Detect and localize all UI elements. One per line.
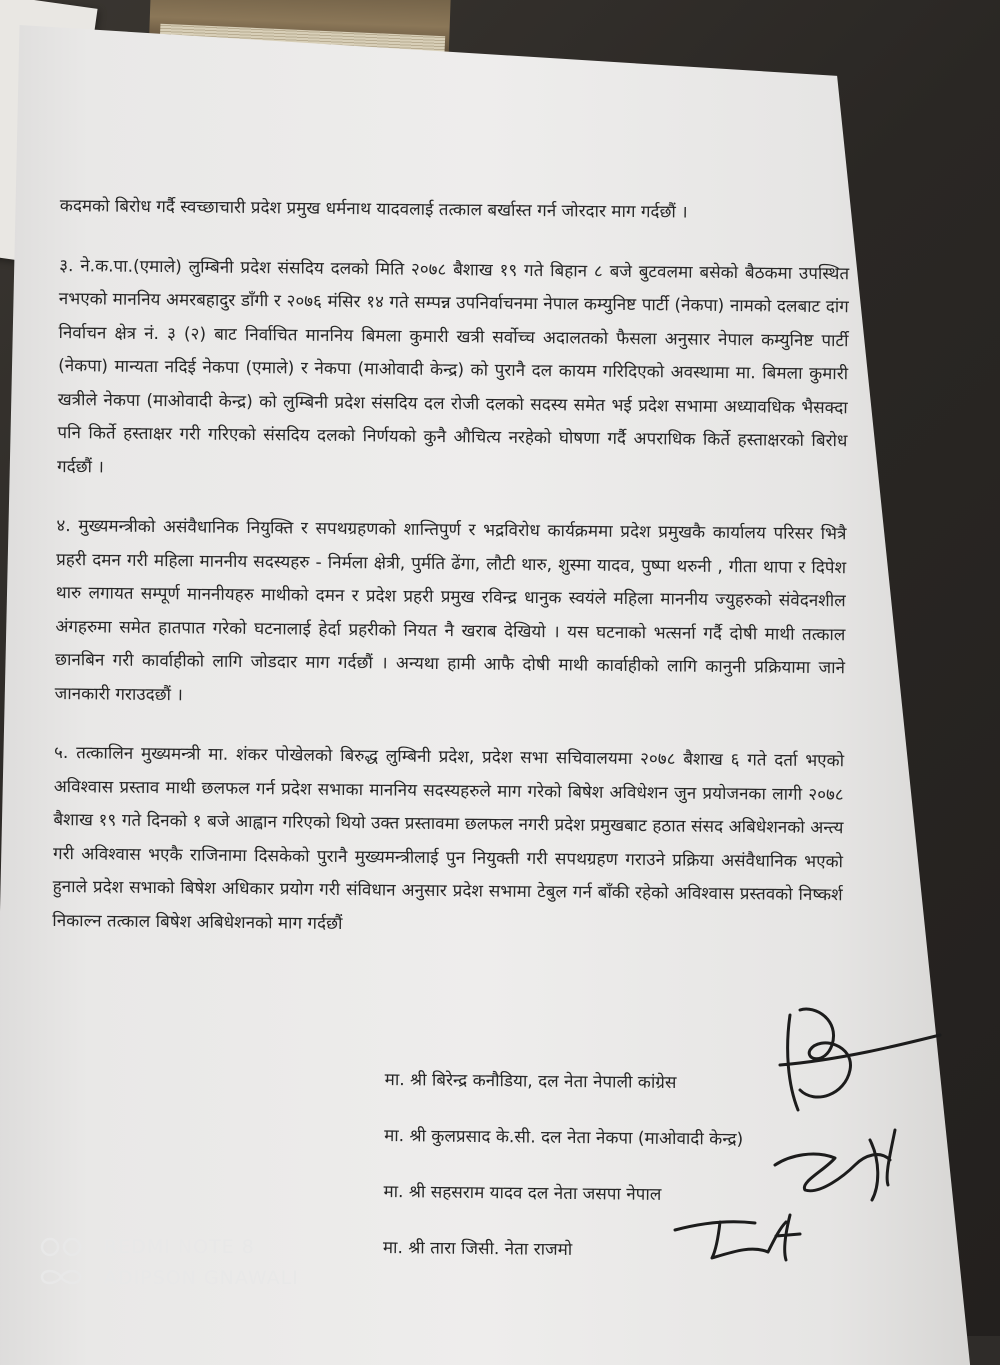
handwritten-signatures (640, 990, 980, 1290)
signature-1 (780, 1009, 940, 1110)
signature-3 (675, 1215, 800, 1260)
signature-2 (775, 1130, 895, 1200)
signatory-line: मा. श्री बिरेन्द्र कनौडिया, दल नेता नेपाली कांग्रेस (384, 1069, 677, 1094)
paragraph-4: ४. मुख्यमन्त्रीको असंवैधानिक नियुक्ति र सपथग्रहणको शान्तिपुर्ण र भद्रविरोध कार्यक्रममा प्रदेश प्रमुखकै कार्यालय परिसर भित्रै प्रहरी दमन गरी महिला माननीय सदस्यहरु - निर्मला क्षेत्री, पुर्मति ढेंगा, लौटी थारु, शुस्मा यादव, पुष्पा थरुनी , गीता थापा र दिपेश थारु लगायत सम्पूर्ण माननीयहरु माथीको दमन र प्रदेश प्रहरी प्रमुख रविन्द्र धानुक स्वयंले महिला माननीय ज्युहरुको संवेदनशील अंगहरुमा समेत हातपात गरेको घटनालाई हेर्दा प्रहरीको नियत नै खराब देखियो । यस घटनाको भत्सर्ना गर्दै दोषी माथी तत्काल छानबिन गरी कार्वाहीको लागि जोडदार माग गर्दछौं । अन्यथा हामी आफै दोषी माथी कार्वाहीको लागि कानुनी प्रक्रियामा जाने जानकारी गराउदछौं । (54, 515, 847, 705)
signatory-line: मा. श्री तारा जिसी. नेता राजमो (382, 1237, 573, 1260)
watermark-author: ADIPSON GNAWALI (104, 1267, 299, 1289)
camera-logo-icon (38, 1235, 88, 1289)
signatory-line: मा. श्री सहसराम यादव दल नेता जसपा नेपाल (383, 1181, 662, 1205)
watermark-model: REDMI NOTE 8 (104, 1236, 255, 1258)
signatory-line: मा. श्री कुलप्रसाद के.सी. दल नेता नेकपा (माओवादी केन्द्र) (384, 1125, 744, 1150)
paragraph-3: ३. ने.क.पा.(एमाले) लुम्बिनी प्रदेश संसदिय दलको मिति २०७८ बैशाख १९ गते बिहान ८ बजे बुटवलमा बसेको बैठकमा उपस्थित नभएको माननिय अमरबहादुर डाँगी र २०७६ मंसिर १४ गते सम्पन्न उपनिर्वाचनमा नेपाल कम्युनिष्ट पार्टी (नेकपा) नामको दलबाट दांग निर्वाचन क्षेत्र नं. ३ (२) बाट निर्वाचित माननिय बिमला कुमारी खत्री सर्वोच्च अदालतको फैसला अनुसार नेपाल कम्युनिष्ट पार्टी (नेकपा) मान्यता नदिई नेकपा (एमाले) र नेकपा (माओवादी केन्द्र) को पुरानै दल कायम गरिदिएको अवस्थामा मा. बिमला कुमारी खत्रीले नेकपा (माओवादी केन्द्र) को लुम्बिनी प्रदेश संसदिय दल रोजी दलको सदस्य समेत भई प्रदेश सभामा अध्यावधिक भैसक्दा पनि किर्ते हस्ताक्षर गरी गरिएको संसदिय दलको निर्णयको कुनै औचित्य नरहेको घोषणा गर्दै अपराधिक किर्ते हस्ताक्षरको बिरोध गर्दछौं । (56, 255, 850, 477)
paragraph-intro: कदमको बिरोध गर्दै स्वच्छाचारी प्रदेश प्रमुख धर्मनाथ यादवलाई तत्काल बर्खास्त गर्न जोरदार माग गर्दछौं । (59, 195, 688, 223)
paragraph-5: ५. तत्कालिन मुख्यमन्त्री मा. शंकर पोखेलको बिरुद्ध लुम्बिनी प्रदेश, प्रदेश सभा सचिवालयमा २०७८ बैशाख ६ गते दर्ता भएको अविश्वास प्रस्ताव माथी छलफल गर्न प्रदेश सभाका माननिय सदस्यहरुले माग गरेको बिषेश अविधेशन जुन प्रयोजनका लागी २०७८ बैशाख १९ गते दिनको १ बजे आह्वान गरिएको थियो उक्त प्रस्तावमा छलफल नगरी प्रदेश प्रमुखबाट हठात संसद अबिधेशनको अन्त्य गरी अविश्वास भएकै राजिनामा दिसकेको पुरानै मुख्यमन्त्रीलाई पुन नियुक्ती गरी सपथग्रहण गराउने प्रक्रिया असंवैधानिक भएको हुनाले प्रदेश सभाको बिषेश अधिकार प्रयोग गरी संविधान अनुसार प्रदेश सभामा टेबुल गर्न बाँकी रहेको अविश्वास प्रस्तवको निष्कर्श निकाल्न तत्काल बिषेश अबिधेशनको माग गर्दछौं (52, 742, 845, 934)
camera-watermark (38, 1232, 299, 1294)
document-body (52, 190, 850, 946)
